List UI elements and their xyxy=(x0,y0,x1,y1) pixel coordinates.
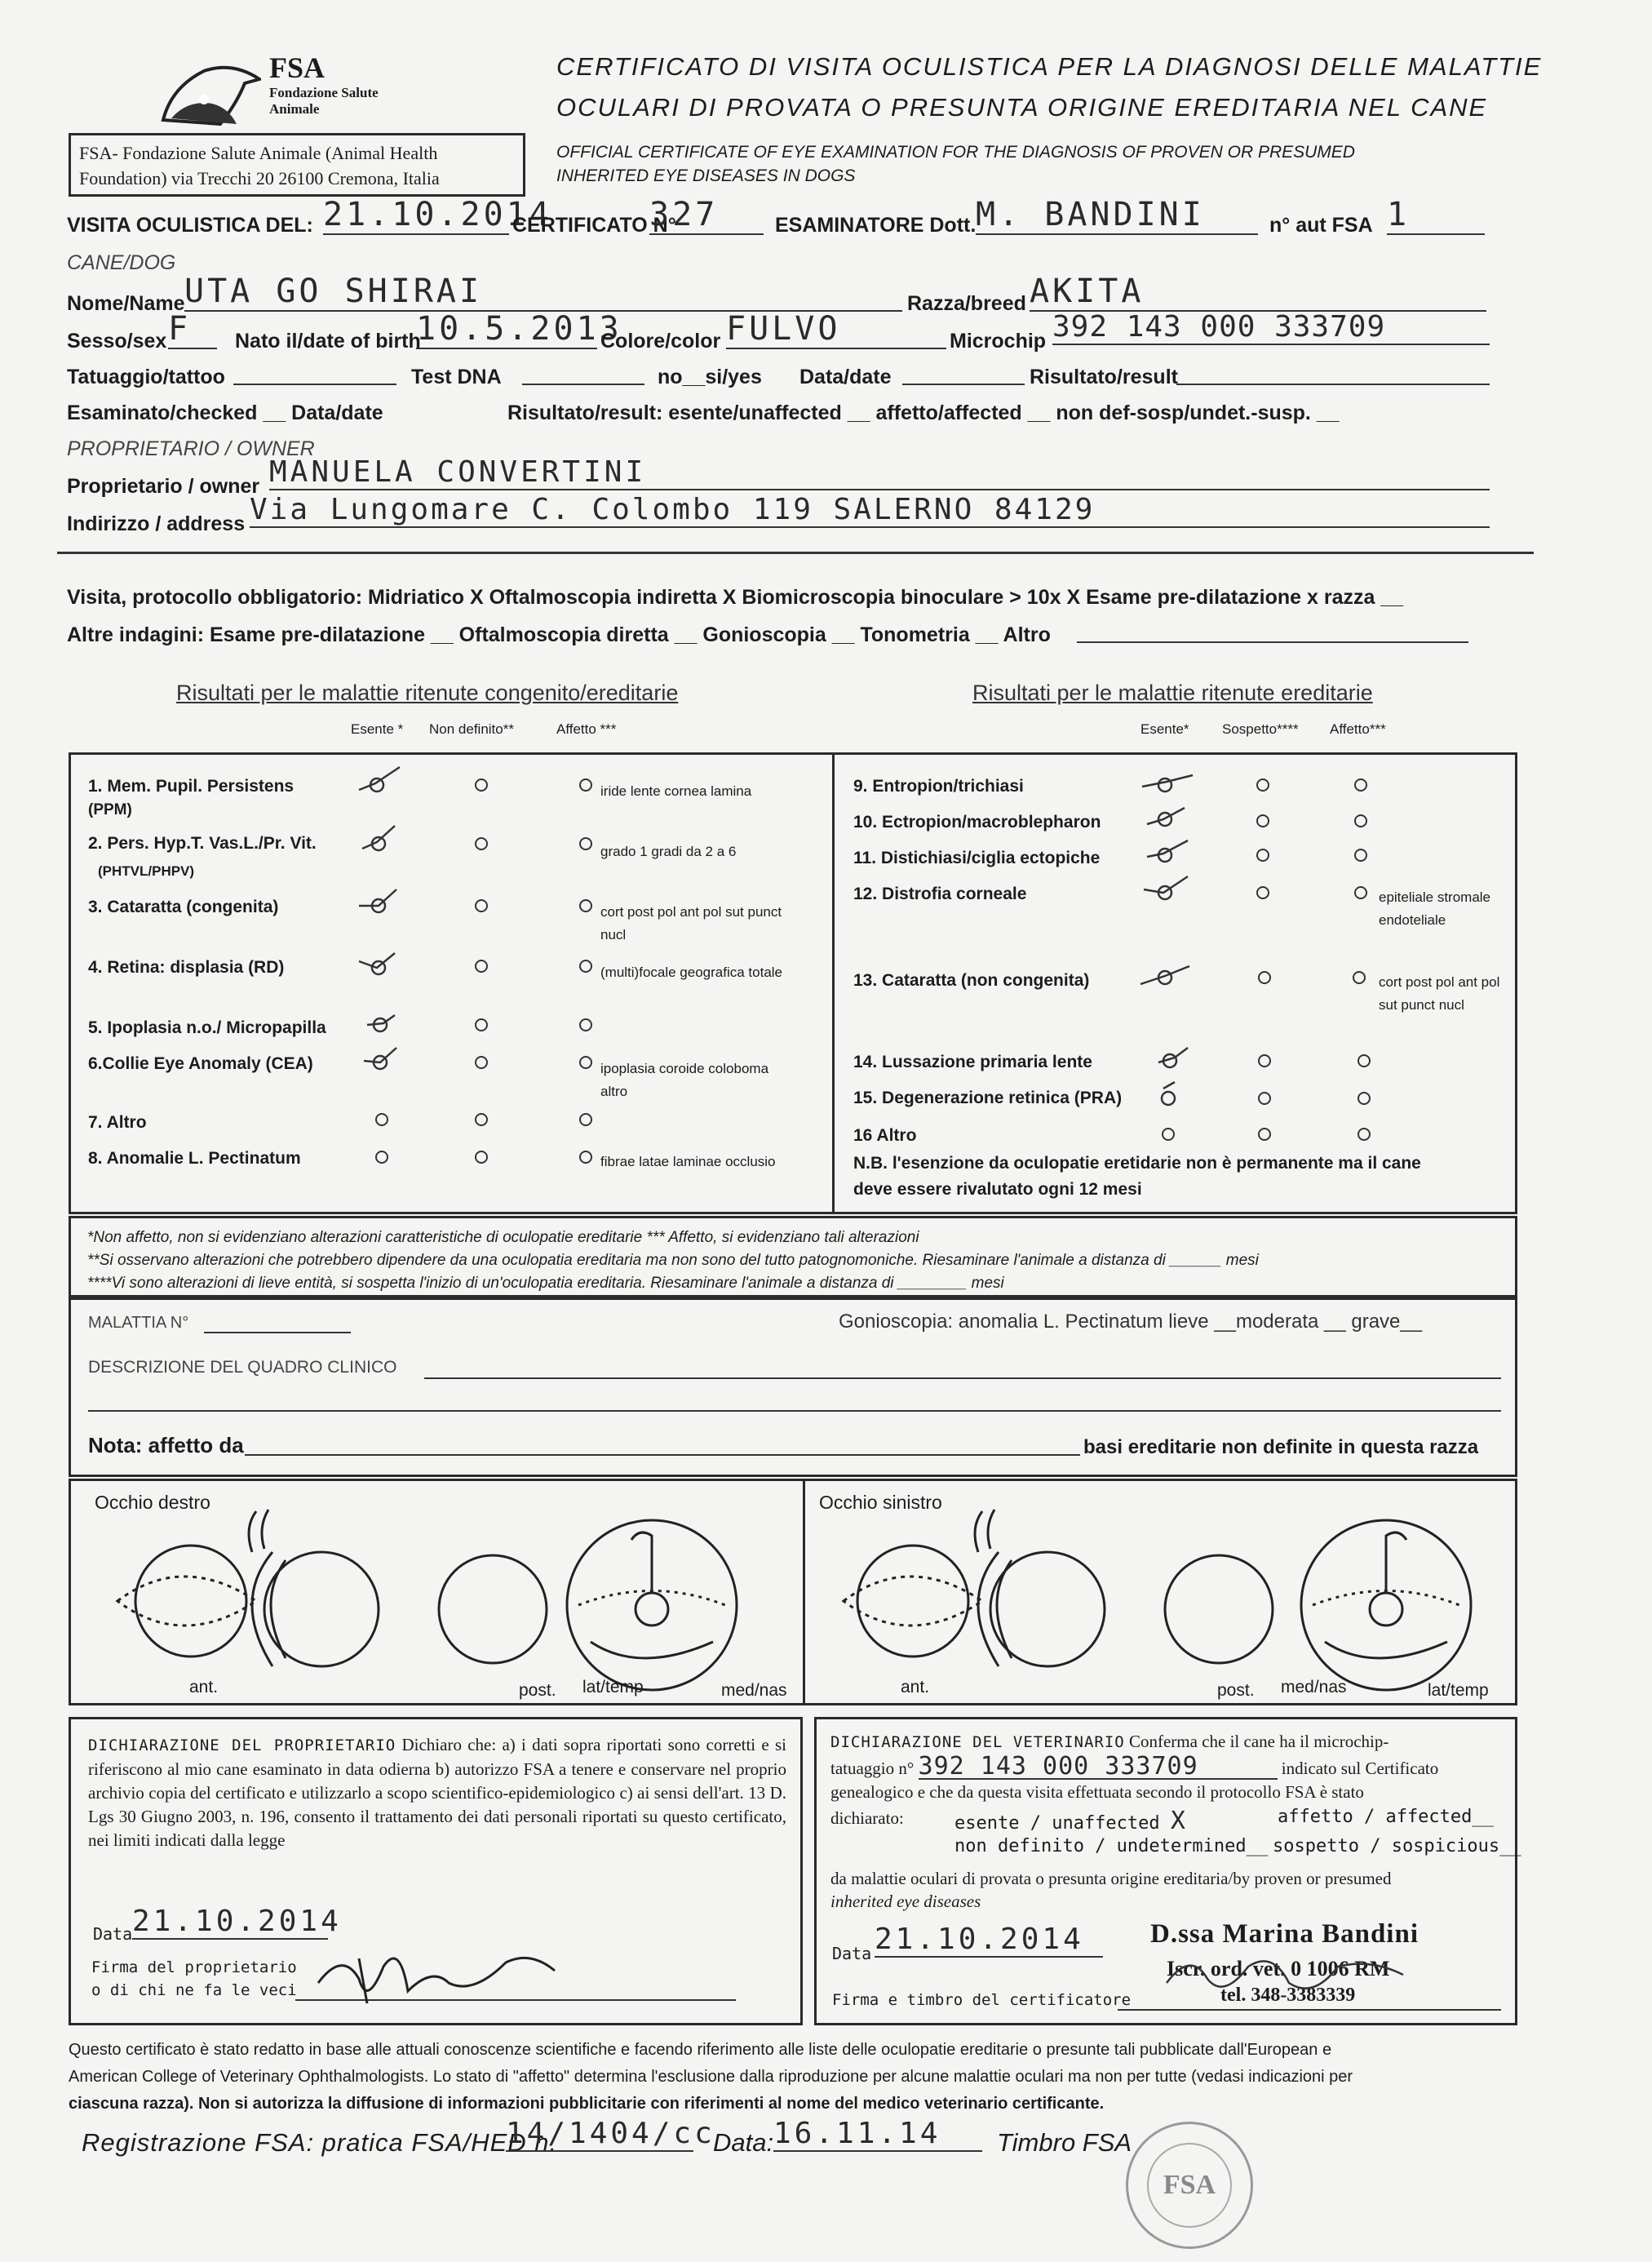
row-1-name: 1. Mem. Pupil. Persistens xyxy=(88,777,295,796)
right-eye-lens xyxy=(439,1555,547,1663)
result-label: Risultato/result xyxy=(1030,366,1178,388)
malattia-line xyxy=(204,1332,351,1333)
row-6-detail: ipoplasia coroide coloboma altro xyxy=(600,1061,769,1099)
row-8-detail: fibrae latae laminae occlusio xyxy=(600,1154,776,1169)
no-si-label: no__si/yes xyxy=(658,366,762,388)
vet-affetto: affetto / affected__ xyxy=(1278,1807,1494,1827)
note-3: ****Vi sono alterazioni di lieve entità, si sospetta l'inizio di un'oculopatia ereditaria. Riesaminare l'animale a distanza di ________ mesi xyxy=(87,1275,1004,1292)
vet-text-2: indicato sul Certificato xyxy=(1281,1759,1439,1778)
right-col-affetto: Affetto*** xyxy=(1330,721,1386,737)
dog-name-label: Nome/Name xyxy=(67,292,185,315)
left-lat-label: lat/temp xyxy=(1428,1681,1489,1700)
certificate-value: 327 xyxy=(649,196,764,235)
nb-line-2: deve essere rivalutato ogni 12 mesi xyxy=(853,1180,1142,1199)
registration-date-label: Data: xyxy=(713,2128,774,2157)
left-med-label: med/nas xyxy=(1281,1678,1347,1696)
visit-date-label: VISITA OCULISTICA DEL: xyxy=(67,214,313,237)
basi-label: basi ereditarie non definite in questa razza xyxy=(1083,1436,1479,1458)
left-option-circles xyxy=(376,779,591,1163)
row-10-name: 10. Ectropion/macroblepharon xyxy=(853,813,1101,832)
registration-value: 14/1404/cc xyxy=(506,2117,715,2150)
right-med-label: med/nas xyxy=(721,1681,787,1700)
owner-label: Proprietario / owner xyxy=(67,475,260,498)
row-13-name: 13. Cataratta (non congenita) xyxy=(853,971,1090,990)
address-label: Indirizzo / address xyxy=(67,512,246,535)
sex-value: F xyxy=(168,310,217,349)
aut-fsa-value: 1 xyxy=(1387,196,1485,235)
row-6-name: 6.Collie Eye Anomaly (CEA) xyxy=(88,1054,313,1073)
dog-name-value: UTA GO SHIRAI xyxy=(184,273,902,312)
row-11-name: 11. Distichiasi/ciglia ectopiche xyxy=(853,849,1101,867)
row-12-name: 12. Distrofia corneale xyxy=(853,885,1027,903)
right-eye-fundus xyxy=(567,1520,737,1690)
row-4-name: 4. Retina: displasia (RD) xyxy=(88,958,285,977)
owner-data-value: 21.10.2014 xyxy=(132,1905,342,1938)
right-eye-label: Occhio destro xyxy=(95,1492,210,1513)
fsa-seal xyxy=(1126,2122,1253,2249)
vet-text-5: inherited eye diseases xyxy=(830,1892,981,1911)
left-col-affetto: Affetto *** xyxy=(556,721,617,737)
right-ant-label: ant. xyxy=(189,1678,219,1696)
owner-section-label: PROPRIETARIO / OWNER xyxy=(67,437,315,460)
description-line-2 xyxy=(88,1410,1501,1412)
row-1-detail: iride lente cornea lamina xyxy=(600,783,752,799)
description-label: DESCRIZIONE DEL QUADRO CLINICO xyxy=(88,1358,397,1377)
right-eye-side-view xyxy=(249,1510,379,1666)
nb-line-1: N.B. l'esenzione da oculopatie eretidarie non è permanente ma il cane xyxy=(853,1154,1421,1173)
footer-text xyxy=(69,2037,1529,2118)
aut-fsa-label: n° aut FSA xyxy=(1269,214,1373,237)
owner-data-label: Data xyxy=(93,1924,133,1944)
row-4-detail: (multi)focale geografica totale xyxy=(600,965,783,980)
vet-data-label: Data xyxy=(832,1944,872,1963)
row-12-detail: epiteliale stromale endoteliale xyxy=(1379,889,1491,928)
breed-label: Razza/breed xyxy=(907,292,1026,315)
right-col-esente: Esente* xyxy=(1140,721,1189,737)
owner-declaration-title: DICHIARAZIONE DEL PROPRIETARIO xyxy=(88,1736,396,1754)
examiner-value: M. BANDINI xyxy=(976,196,1258,235)
vet-firma-label: Firma e timbro del certificatore xyxy=(832,1991,1132,2009)
data-label: Data/date xyxy=(799,366,892,388)
right-eye-front-view xyxy=(117,1546,256,1657)
description-line-1 xyxy=(424,1377,1501,1379)
row-9-name: 9. Entropion/trichiasi xyxy=(853,777,1024,796)
vet-data-value: 21.10.2014 xyxy=(875,1923,1103,1958)
nota-line xyxy=(245,1454,1080,1456)
right-col-sospetto: Sospetto**** xyxy=(1222,721,1299,737)
row-8-name: 8. Anomalie L. Pectinatum xyxy=(88,1149,301,1168)
vet-dichiarato: dichiarato: xyxy=(830,1808,904,1828)
row-2-name: 2. Pers. Hyp.T. Vas.L./Pr. Vit. xyxy=(88,834,317,853)
right-lat-label: lat/temp xyxy=(582,1678,644,1696)
dog-section-label: CANE/DOG xyxy=(67,251,176,274)
row-3-name: 3. Cataratta (congenita) xyxy=(88,898,279,916)
notes-box xyxy=(69,1216,1517,1297)
footer-line-1: Questo certificato è stato redatto in base alle attuali conoscenze scientifiche e facendo riferimento alle liste delle oculopatie ereditarie o presunte tali pubblicate dall'European e xyxy=(69,2041,1332,2059)
color-value: FULVO xyxy=(726,310,946,349)
nota-label: Nota: affetto da xyxy=(88,1433,244,1457)
right-esente-ticks xyxy=(1140,775,1193,1105)
examined-line: Esaminato/checked __ Data/date xyxy=(67,401,383,424)
result-status-line: Risultato/result: esente/unaffected __ affetto/affected __ non def-sosp/undet.-susp. __ xyxy=(507,401,1340,424)
vet-stamp-tel: tel. 348-3383339 xyxy=(1220,1985,1356,2006)
logo-subtitle-2: Animale xyxy=(269,101,320,117)
row-2-detail: grado 1 gradi da 2 a 6 xyxy=(600,844,737,859)
protocol-line-1: Visita, protocollo obbligatorio: Midriatico X Oftalmoscopia indiretta X Biomicroscopia binoculare > 10x X Esame pre-dilatazione x razza __ xyxy=(67,586,1404,609)
owner-firma-2: o di chi ne fa le veci xyxy=(91,1981,297,1999)
registration-label: Registrazione FSA: pratica FSA/HED n. xyxy=(82,2128,558,2157)
row-2-sub: (PHTVL/PHPV) xyxy=(98,863,195,879)
left-ant-label: ant. xyxy=(901,1678,930,1696)
dob-value: 10.5.2013 xyxy=(416,310,622,348)
row-13-detail: cort post pol ant pol sut punct nucl xyxy=(1379,974,1500,1013)
note-2: **Si osservano alterazioni che potrebbero dipendere da una oculopatia ereditaria ma non sono del tutto patognomoniche. Riesaminare l'animale a distanza di ______ mesi xyxy=(87,1252,1259,1269)
owner-firma-1: Firma del proprietario xyxy=(91,1958,297,1976)
vet-stamp-line2: Iscr. ord. vet. 0 1006 RM xyxy=(1167,1957,1390,1980)
vet-tat-value: 392 143 000 333709 xyxy=(919,1754,1278,1780)
title-english-2: INHERITED EYE DISEASES IN DOGS xyxy=(556,166,856,185)
left-eye-fundus xyxy=(1301,1520,1471,1690)
fsa-seal-text: FSA xyxy=(1147,2143,1232,2228)
row-3-detail: cort post pol ant pol sut punct nucl xyxy=(600,904,782,942)
owner-declaration-body: Dichiaro che: a) i dati sopra riportati sono corretti e si riferiscono al mio cane esaminato in data odierna b) autorizzo FSA a tenere e conservare nel proprio archivio copia del certificato e utilizzarlo a scopo scientifico-epidemiologico c) ai sensi dell'art. 13 D. Lgs 30 Giugno 2003, n. 196, consento il trattamento dei dati personali riportati su questo certificato, nei limiti indicati dalla legge xyxy=(88,1735,786,1850)
left-eye-front-view xyxy=(844,1546,982,1657)
footer-line-3: ciascuna razza). Non si autorizza la diffusione di informazioni pubblicitarie con riferimenti al nome del medico veterinario certificante. xyxy=(69,2095,1105,2113)
owner-declaration-text xyxy=(88,1733,786,1852)
gonioscopia-line: Gonioscopia: anomalia L. Pectinatum lieve __moderata __ grave__ xyxy=(839,1311,1423,1333)
left-post-label: post. xyxy=(1217,1681,1255,1700)
note-1: *Non affetto, non si evidenziano alterazioni caratteristiche di oculopatie ereditarie *** Affetto, si evidenziano tali alterazioni xyxy=(87,1229,919,1246)
vet-declaration-text xyxy=(830,1730,1509,1804)
left-eye-side-view xyxy=(975,1510,1105,1666)
vet-text-4: da malattie oculari di provata o presunta origine ereditaria/by proven or presumed xyxy=(830,1869,1392,1888)
right-results-title: Risultati per le malattie ritenute ereditarie xyxy=(972,681,1373,705)
eye-diagrams xyxy=(69,1479,1517,1705)
tattoo-label: Tatuaggio/tattoo xyxy=(67,366,225,388)
examiner-label: ESAMINATORE Dott. xyxy=(775,214,977,237)
sex-label: Sesso/sex xyxy=(67,330,167,353)
row-1-sub: (PPM) xyxy=(88,801,132,818)
certificate-label: CERTIFICATO N° xyxy=(512,214,676,237)
breed-value: AKITA xyxy=(1030,273,1486,312)
microchip-value: 392 143 000 333709 xyxy=(1052,310,1490,345)
protocol-line-2: Altre indagini: Esame pre-dilatazione __ Oftalmoscopia diretta __ Gonioscopia __ Tonometria __ Altro xyxy=(67,623,1051,646)
row-5-name: 5. Ipoplasia n.o./ Micropapilla xyxy=(88,1018,326,1037)
vet-nondef: non definito / undetermined__ xyxy=(954,1836,1269,1856)
title-english-1: OFFICIAL CERTIFICATE OF EYE EXAMINATION FOR THE DIAGNOSIS OF PROVEN OR PRESUMED xyxy=(556,143,1355,162)
title-italian-1: CERTIFICATO DI VISITA OCULISTICA PER LA DIAGNOSI DELLE MALATTIE xyxy=(556,52,1543,81)
row-15-name: 15. Degenerazione retinica (PRA) xyxy=(853,1089,1123,1107)
address-line-1: FSA- Fondazione Salute Animale (Animal Health xyxy=(79,143,438,163)
vet-sospetto: sospetto / sospicious__ xyxy=(1273,1836,1521,1856)
row-14-name: 14. Lussazione primaria lente xyxy=(853,1053,1092,1071)
timbro-label: Timbro FSA xyxy=(997,2128,1132,2157)
left-esente-ticks xyxy=(359,767,400,1069)
microchip-label: Microchip xyxy=(950,330,1047,353)
logo-subtitle-1: Fondazione Salute xyxy=(269,85,379,100)
row-16-name: 16 Altro xyxy=(853,1126,917,1145)
dob-label: Nato il/date of birth xyxy=(235,330,421,353)
dna-label: Test DNA xyxy=(411,366,502,388)
vet-esente-mark: X xyxy=(1170,1807,1189,1835)
right-post-label: post. xyxy=(519,1681,556,1700)
malattia-label: MALATTIA N° xyxy=(88,1314,189,1332)
registration-date-value: 16.11.14 xyxy=(773,2117,982,2152)
address-line-2: Foundation) via Trecchi 20 26100 Cremona, Italia xyxy=(79,168,440,188)
logo-title: FSA xyxy=(269,51,326,84)
left-col-esente: Esente * xyxy=(351,721,404,737)
right-option-circles xyxy=(1163,779,1370,1140)
vet-signature-icon xyxy=(1158,1942,1419,2007)
vet-text-1: Conferma che il cane ha il microchip- xyxy=(1128,1732,1389,1751)
vet-esente xyxy=(954,1807,1189,1835)
left-col-nondef: Non definito** xyxy=(429,721,514,737)
visit-date-value: 21.10.2014 xyxy=(323,196,552,233)
owner-signature-icon xyxy=(310,1934,563,2016)
color-label: Colore/color xyxy=(600,330,721,353)
vet-declaration-title: DICHIARAZIONE DEL VETERINARIO xyxy=(830,1733,1125,1751)
left-eye-label: Occhio sinistro xyxy=(819,1492,942,1513)
left-eye-lens xyxy=(1165,1555,1273,1663)
title-italian-2: OCULARI DI PROVATA O PRESUNTA ORIGINE EREDITARIA NEL CANE xyxy=(556,93,1488,122)
row-7-name: 7. Altro xyxy=(88,1113,147,1132)
left-results-title: Risultati per le malattie ritenute congenito/ereditarie xyxy=(176,681,679,705)
footer-line-2: American College of Veterinary Ophthalmologists. Lo stato di "affetto" determina l'esclusione dalla riproduzione per alcune malattie oculari ma non per tutte (vedasi indicazioni per xyxy=(69,2068,1353,2086)
vet-stamp-name: D.ssa Marina Bandini xyxy=(1150,1919,1419,1949)
vet-esente-label: esente / unaffected xyxy=(954,1813,1160,1834)
vet-signature-line xyxy=(1118,2009,1501,2011)
vet-tat-label: tatuaggio n° xyxy=(830,1759,915,1778)
owner-value: MANUELA CONVERTINI xyxy=(269,455,1490,490)
vet-text-3: genealogico e che da questa visita effettuata secondo il protocollo FSA è stato xyxy=(830,1782,1364,1802)
address-value: Via Lungomare C. Colombo 119 SALERNO 84129 xyxy=(250,493,1490,528)
